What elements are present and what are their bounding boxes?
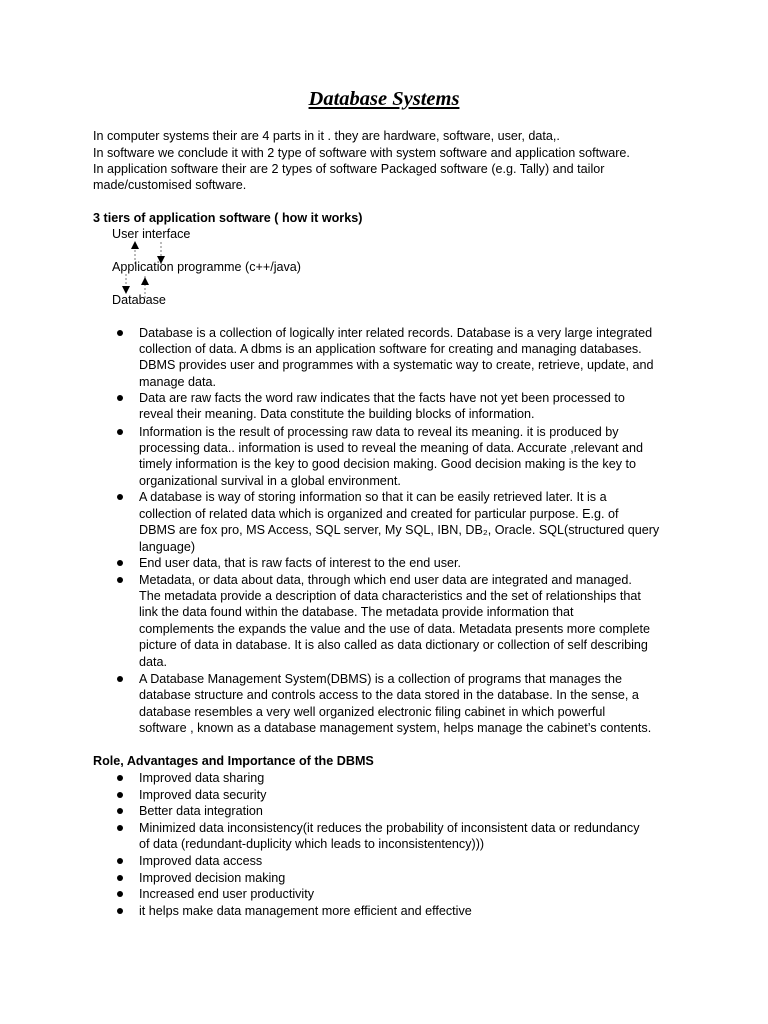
list-item-line: Improved data security: [139, 788, 267, 802]
bullet-icon: [117, 560, 123, 566]
intro-line: In application software their are 2 types of software Packaged software (e.g. Tally) and tailor: [93, 162, 605, 176]
bullet-icon: [117, 825, 123, 831]
list-item-line: collection of data. A dbms is an application software for creating and managing databases.: [139, 342, 642, 356]
list-item-line: processing data.. information is used to reveal the meaning of data. Accurate ,relevant and: [139, 441, 644, 455]
list-item-line: Minimized data inconsistency(it reduces the probability of inconsistent data or redundancy: [139, 821, 640, 835]
list-item-line: Information is the result of processing raw data to reveal its meaning. it is produced by: [139, 425, 619, 439]
bullet-icon: [117, 494, 123, 500]
list-item-line: reveal their meaning. Data constitute the building blocks of information.: [139, 407, 535, 421]
bullet-icon: [117, 395, 123, 401]
list-item-line: complements the expands the value and the use of data. Metadata presents more complete: [139, 622, 651, 636]
bullet-icon: [117, 792, 123, 798]
list-item-line: Improved data access: [139, 854, 263, 868]
list-item-line: data.: [139, 655, 168, 669]
list-item-line: End user data, that is raw facts of interest to the end user.: [139, 556, 462, 570]
list-item-line: it helps make data management more efficient and effective: [139, 904, 472, 918]
list-item-line: organizational survival in a global environment.: [139, 474, 401, 488]
list-item-line: of data (redundant-duplicity which leads to inconsistentency))): [139, 837, 485, 851]
list-item-line: DBMS are fox pro, MS Access, SQL server, My SQL, IBN, DB₂, Oracle. SQL(structured query: [139, 523, 660, 537]
bullet-icon: [117, 676, 123, 682]
list-item-line: software , known as a database management system, helps manage the cabinet’s contents.: [139, 721, 652, 735]
tier-application: Application programme (c++/java): [112, 260, 301, 274]
bullet-icon: [117, 891, 123, 897]
arrow-up-icon: [141, 277, 149, 285]
list-item-line: manage data.: [139, 375, 217, 389]
list-item-line: Data are raw facts the word raw indicates that the facts have not yet been processed to: [139, 391, 625, 405]
list-item-line: Database is a collection of logically inter related records. Database is a very large integrated: [139, 326, 653, 340]
list-item-line: Improved data sharing: [139, 771, 265, 785]
list-item-line: language): [139, 540, 196, 554]
arrow-up-icon: [131, 241, 139, 249]
bullet-icon: [117, 908, 123, 914]
bullet-icon: [117, 330, 123, 336]
list-item-line: picture of data in database. It is also called as data dictionary or collection of self describing: [139, 638, 648, 652]
list-item-line: The metadata provide a description of data characteristics and the set of relationships that: [139, 589, 641, 603]
intro-line: In computer systems their are 4 parts in it . they are hardware, software, user, data,.: [93, 129, 560, 143]
list-item-line: timely information is the key to good decision making. Good decision making is the key to: [139, 457, 637, 471]
intro-line: In software we conclude it with 2 type of software with system software and application software.: [93, 146, 630, 160]
intro-line: made/customised software.: [93, 178, 247, 192]
bullet-icon: [117, 858, 123, 864]
tier-database: Database: [112, 293, 166, 307]
list-item-line: A Database Management System(DBMS) is a collection of programs that manages the: [139, 672, 622, 686]
list-item-line: Metadata, or data about data, through which end user data are integrated and managed.: [139, 573, 632, 587]
list-item-line: DBMS provides user and programmes with a systematic way to create, retrieve, update, and: [139, 358, 654, 372]
tiers-heading: 3 tiers of application software ( how it works): [93, 211, 363, 225]
bullet-icon: [117, 875, 123, 881]
bullet-icon: [117, 429, 123, 435]
bullet-icon: [117, 808, 123, 814]
page-title: Database Systems: [308, 88, 460, 110]
tier-user-interface: User interface: [112, 227, 191, 241]
list-item-line: database structure and controls access to the data stored in the database. In the sense, a: [139, 688, 639, 702]
role-heading: Role, Advantages and Importance of the DBMS: [93, 754, 374, 768]
bullet-icon: [117, 577, 123, 583]
list-item-line: database resembles a very well organized electronic filing cabinet in which powerful: [139, 705, 606, 719]
list-item-line: Better data integration: [139, 804, 263, 818]
list-item-line: link the data found within the database. The metadata provide information that: [139, 605, 574, 619]
bullet-icon: [117, 775, 123, 781]
list-item-line: collection of related data which is organized and created for particular purpose. E.g. of: [139, 507, 619, 521]
list-item-line: A database is way of storing information so that it can be easily retrieved later. It is a: [139, 490, 607, 504]
list-item-line: Increased end user productivity: [139, 887, 315, 901]
list-item-line: Improved decision making: [139, 871, 286, 885]
